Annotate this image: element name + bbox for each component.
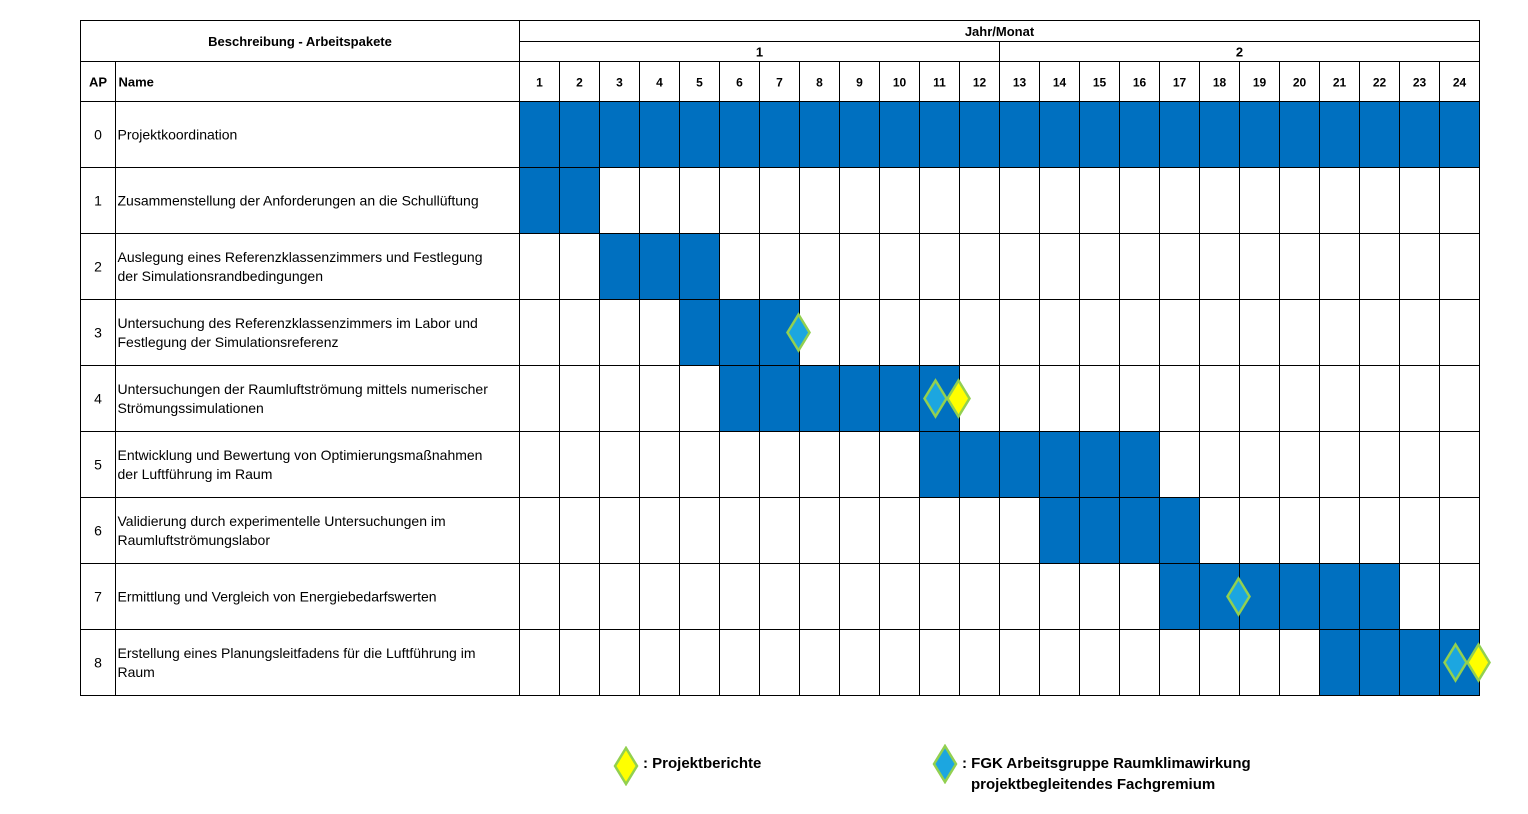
month-label: 10 (892, 75, 907, 90)
month-label: 4 (656, 75, 663, 90)
month-label: 23 (1412, 75, 1427, 90)
month-label: 3 (616, 75, 623, 90)
task-name: Untersuchung des Referenzklassenzimmers im Labor und (117, 315, 478, 331)
task-ap-number: 8 (94, 654, 102, 671)
month-label: 5 (696, 75, 703, 90)
header-name: Name (118, 74, 154, 90)
task-name: Untersuchungen der Raumluftströmung mittels numerischer (117, 381, 488, 397)
month-label: 16 (1132, 75, 1147, 90)
task-ap-number: 7 (94, 588, 102, 605)
task-name: Projektkoordination (117, 126, 238, 143)
year-label: 2 (1235, 44, 1244, 60)
task-name: Zusammenstellung der Anforderungen an die Schullüftung (117, 192, 479, 209)
task-name: Festlegung der Simulationsreferenz (117, 334, 339, 350)
task-name: Ermittlung und Vergleich von Energiebedarfswerten (117, 588, 437, 605)
month-label: 22 (1372, 75, 1387, 90)
task-name: Erstellung eines Planungsleitfadens für die Luftführung im (117, 645, 476, 661)
legend-fgk-diamond-icon (932, 744, 958, 789)
year-label: 1 (755, 44, 764, 60)
header-description: Beschreibung - Arbeitspakete (208, 34, 392, 49)
task-ap-number: 1 (94, 192, 102, 209)
month-label: 8 (816, 75, 823, 90)
task-name: Validierung durch experimentelle Untersuchungen im (117, 513, 446, 529)
task-ap-number: 6 (94, 522, 102, 539)
task-ap-number: 5 (94, 456, 102, 473)
task-name: Raum (117, 664, 155, 680)
task-ap-number: 2 (94, 258, 102, 275)
legend-bericht-diamond-icon (613, 746, 639, 791)
month-label: 24 (1452, 75, 1467, 90)
header-ap: AP (88, 74, 108, 90)
month-label: 20 (1292, 75, 1307, 90)
month-label: 2 (576, 75, 583, 90)
task-ap-number: 3 (94, 324, 102, 341)
month-label: 6 (736, 75, 743, 90)
task-name: Entwicklung und Bewertung von Optimierungsmaßnahmen (117, 447, 483, 463)
legend-bericht-label: : Projektberichte (643, 755, 762, 772)
legend-fgk-label (962, 753, 1251, 795)
task-name: Strömungssimulationen (117, 400, 264, 416)
month-label: 17 (1172, 75, 1187, 90)
task-ap-number: 0 (94, 126, 102, 143)
month-label: 14 (1052, 75, 1067, 90)
month-label: 1 (536, 75, 543, 90)
task-ap-number: 4 (94, 390, 102, 407)
legend-fgk-label-line1: : FGK Arbeitsgruppe Raumklimawirkung (962, 755, 1251, 772)
gantt-bar-ap-3 (680, 300, 800, 366)
month-label: 7 (776, 75, 783, 90)
month-label: 21 (1332, 75, 1347, 90)
month-label: 15 (1092, 75, 1107, 90)
task-name: Auslegung eines Referenzklassenzimmers und Festlegung (117, 249, 483, 265)
month-label: 11 (933, 75, 946, 90)
month-label: 12 (972, 75, 987, 90)
month-label: 18 (1212, 75, 1227, 90)
month-label: 13 (1012, 75, 1027, 90)
legend-fgk-label-line2: projektbegleitendes Fachgremium (971, 776, 1216, 793)
month-label: 19 (1252, 75, 1267, 90)
month-label: 9 (856, 75, 863, 90)
task-name: der Simulationsrandbedingungen (117, 268, 323, 284)
gantt-bar-ap-2 (600, 234, 720, 300)
task-name: der Luftführung im Raum (117, 466, 273, 482)
header-timeline: Jahr/Monat (964, 24, 1035, 39)
task-name: Raumluftströmungslabor (117, 532, 271, 548)
